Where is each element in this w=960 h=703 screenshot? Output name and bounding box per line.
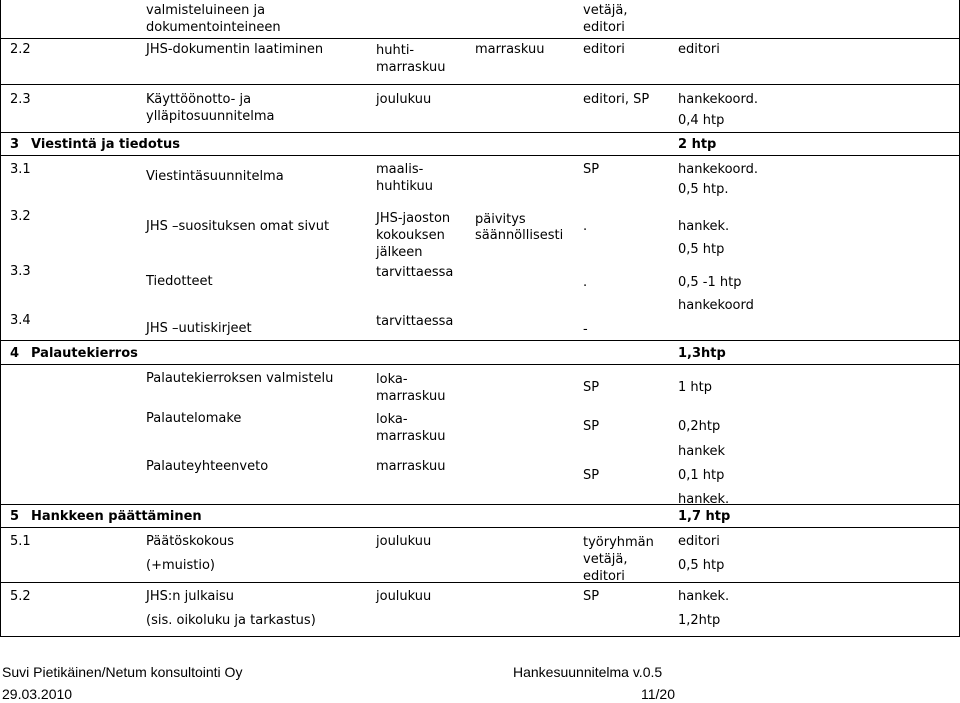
task-text: Päätöskokous bbox=[146, 534, 235, 549]
task-text: Palautelomake bbox=[146, 411, 242, 426]
month-text: joulukuu bbox=[376, 534, 432, 549]
timing-text: tarvittaessa bbox=[376, 265, 454, 280]
section-number: 5 bbox=[10, 509, 20, 524]
footer-page-number: 11/20 bbox=[641, 686, 675, 702]
section-title: Palautekierros bbox=[31, 346, 138, 361]
section-effort: 2 htp bbox=[678, 137, 717, 152]
responsible-text: hankek. bbox=[678, 492, 730, 507]
who-text: editori bbox=[583, 42, 625, 57]
month-text: marraskuu bbox=[475, 42, 545, 57]
who-text: . bbox=[583, 275, 588, 290]
section-effort: 1,3htp bbox=[678, 346, 726, 361]
responsible-text: hankekoord. bbox=[678, 92, 758, 107]
who-text: työryhmän vetäjä, editori bbox=[583, 535, 654, 584]
who-text: editori, SP bbox=[583, 92, 650, 107]
who-text: SP bbox=[583, 380, 600, 395]
footer-date: 29.03.2010 bbox=[2, 686, 73, 702]
task-number: 3.1 bbox=[10, 162, 31, 177]
row-divider bbox=[0, 364, 960, 365]
task-text: JHS –uutiskirjeet bbox=[146, 321, 252, 336]
timing-text: huhti- marraskuu bbox=[376, 43, 446, 75]
task-text: Tiedotteet bbox=[146, 274, 213, 289]
task-number: 5.1 bbox=[10, 534, 31, 549]
responsible-text: vetäjä, editori bbox=[583, 3, 628, 35]
who-text: SP bbox=[583, 589, 600, 604]
col-divider bbox=[0, 0, 1, 636]
task-note: (sis. oikoluku ja tarkastus) bbox=[146, 613, 316, 628]
task-number: 5.2 bbox=[10, 589, 31, 604]
row-divider bbox=[0, 132, 960, 133]
row-divider bbox=[0, 504, 960, 505]
timing-text: tarvittaessa bbox=[376, 314, 454, 329]
section-number: 3 bbox=[10, 137, 20, 152]
timing-text: loka- marraskuu bbox=[376, 372, 446, 404]
task-text: JHS –suosituksen omat sivut bbox=[146, 219, 330, 234]
effort-text: 0,5 -1 htp bbox=[678, 275, 742, 290]
effort-text: 1,2htp bbox=[678, 613, 721, 628]
task-number: 3.3 bbox=[10, 264, 31, 279]
effort-text: 0,2htp bbox=[678, 419, 721, 434]
effort-text: 0,5 htp bbox=[678, 242, 725, 257]
who-text: - bbox=[583, 322, 588, 337]
task-text: JHS:n julkaisu bbox=[146, 589, 234, 604]
footer-document: Hankesuunnitelma v.0.5 bbox=[513, 664, 663, 680]
footer-author: Suvi Pietikäinen/Netum konsultointi Oy bbox=[2, 664, 243, 680]
who-text: SP bbox=[583, 162, 600, 177]
section-effort: 1,7 htp bbox=[678, 509, 731, 524]
responsible-text: editori bbox=[678, 534, 720, 549]
task-number: 3.2 bbox=[10, 209, 31, 224]
month-text: joulukuu bbox=[376, 589, 432, 604]
responsible-text: hankek. bbox=[678, 219, 730, 234]
task-number: 2.2 bbox=[10, 42, 31, 57]
row-divider bbox=[0, 84, 960, 85]
responsible-text: hankek bbox=[678, 444, 726, 459]
effort-text: 1 htp bbox=[678, 380, 712, 395]
row-divider bbox=[0, 155, 960, 156]
timing-text: marraskuu bbox=[376, 459, 446, 474]
row-divider bbox=[0, 340, 960, 341]
effort-text: 0,5 htp. bbox=[678, 182, 729, 197]
row-divider bbox=[0, 38, 960, 39]
responsible-text: editori bbox=[678, 42, 720, 57]
responsible-text: hankekoord. bbox=[678, 162, 758, 177]
task-number: 3.4 bbox=[10, 313, 31, 328]
effort-text: 0,1 htp bbox=[678, 468, 725, 483]
task-text: Palauteyhteenveto bbox=[146, 459, 269, 474]
task-text: valmisteluineen ja dokumentointeineen bbox=[146, 3, 281, 35]
row-divider bbox=[0, 527, 960, 528]
task-text: Viestintäsuunnitelma bbox=[146, 169, 284, 184]
task-text: Palautekierroksen valmistelu bbox=[146, 371, 334, 386]
section-number: 4 bbox=[10, 346, 20, 361]
row-divider bbox=[0, 582, 960, 583]
effort-text: 0,4 htp bbox=[678, 113, 725, 128]
effort-text: 0,5 htp bbox=[678, 558, 725, 573]
task-text: Käyttöönotto- ja ylläpitosuunnitelma bbox=[146, 92, 275, 124]
who-text: SP bbox=[583, 468, 600, 483]
responsible-text: hankekoord bbox=[678, 298, 754, 313]
timing-text: JHS-jaoston kokouksen jälkeen bbox=[376, 211, 451, 260]
who-text: . bbox=[583, 219, 588, 234]
month-text: joulukuu bbox=[376, 92, 432, 107]
section-title: Hankkeen päättäminen bbox=[31, 509, 202, 524]
table-bottom bbox=[0, 636, 960, 637]
section-title: Viestintä ja tiedotus bbox=[31, 137, 180, 152]
task-note: (+muistio) bbox=[146, 558, 215, 573]
timing-text: loka- marraskuu bbox=[376, 412, 446, 444]
who-text: SP bbox=[583, 419, 600, 434]
task-number: 2.3 bbox=[10, 92, 31, 107]
timing-text: maalis- huhtikuu bbox=[376, 162, 434, 194]
task-text: JHS-dokumentin laatiminen bbox=[146, 42, 324, 57]
update-text: päivitys säännöllisesti bbox=[475, 212, 564, 243]
responsible-text: hankek. bbox=[678, 589, 730, 604]
